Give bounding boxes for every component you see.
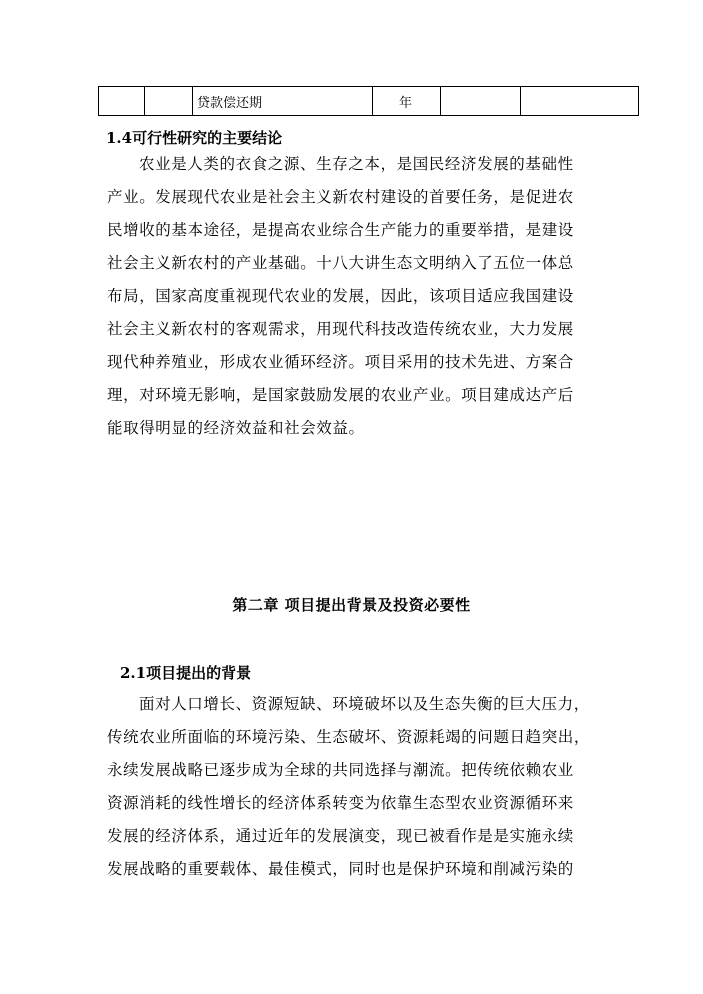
paragraph-line: 发展的经济体系，通过近年的发展演变，现已被看作是是实施永续 bbox=[107, 827, 574, 845]
paragraph-line: 社会主义新农村的产业基础。十八大讲生态文明纳入了五位一体总 bbox=[107, 254, 574, 272]
paragraph-line: 发展战略的重要载体、最佳模式，同时也是保护环境和削减污染的 bbox=[107, 860, 574, 878]
table-row bbox=[99, 87, 639, 116]
chapter-title: 第二章 项目提出背景及投资必要性 bbox=[232, 596, 471, 614]
paragraph-line: 布局，国家高度重视现代农业的发展，因此，该项目适应我国建设 bbox=[107, 287, 574, 305]
table-cell-loan-term-label: 贷款偿还期 bbox=[193, 87, 373, 116]
table-cell bbox=[441, 87, 521, 116]
paragraph-line: 传统农业所面临的环境污染、生态破坏、资源耗竭的问题日趋突出， bbox=[107, 728, 591, 746]
section-heading-1-4: 1.4可行性研究的主要结论 bbox=[106, 129, 283, 147]
paragraph-line: 产业。发展现代农业是社会主义新农村建设的首要任务，是促进农 bbox=[107, 188, 574, 206]
paragraph-line: 资源消耗的线性增长的经济体系转变为依靠生态型农业资源循环来 bbox=[107, 794, 574, 812]
paragraph-line: 社会主义新农村的客观需求，用现代科技改造传统农业，大力发展 bbox=[107, 320, 574, 338]
table-cell-unit: 年 bbox=[373, 87, 441, 116]
paragraph-line: 现代种养殖业，形成农业循环经济。项目采用的技术先进、方案合 bbox=[107, 353, 574, 371]
paragraph-line: 理，对环境无影响，是国家鼓励发展的农业产业。项目建成达产后 bbox=[107, 386, 574, 404]
table-cell bbox=[145, 87, 193, 116]
paragraph-line: 农业是人类的衣食之源、生存之本，是国民经济发展的基础性 bbox=[139, 155, 574, 173]
loan-table bbox=[98, 86, 639, 116]
paragraph-line: 面对人口增长、资源短缺、环境破坏以及生态失衡的巨大压力， bbox=[139, 695, 590, 713]
section-2-1-paragraph bbox=[107, 688, 595, 886]
paragraph-line: 民增收的基本途径，是提高农业综合生产能力的重要举措，是建设 bbox=[107, 221, 574, 239]
section-heading-2-1: 2.1项目提出的背景 bbox=[120, 664, 252, 682]
section-1-4-paragraph bbox=[107, 148, 595, 445]
table-cell bbox=[521, 87, 639, 116]
paragraph-line: 能取得明显的经济效益和社会效益。 bbox=[107, 419, 365, 437]
paragraph-line: 永续发展战略已逐步成为全球的共同选择与潮流。把传统依赖农业 bbox=[107, 761, 574, 779]
table-cell bbox=[99, 87, 145, 116]
